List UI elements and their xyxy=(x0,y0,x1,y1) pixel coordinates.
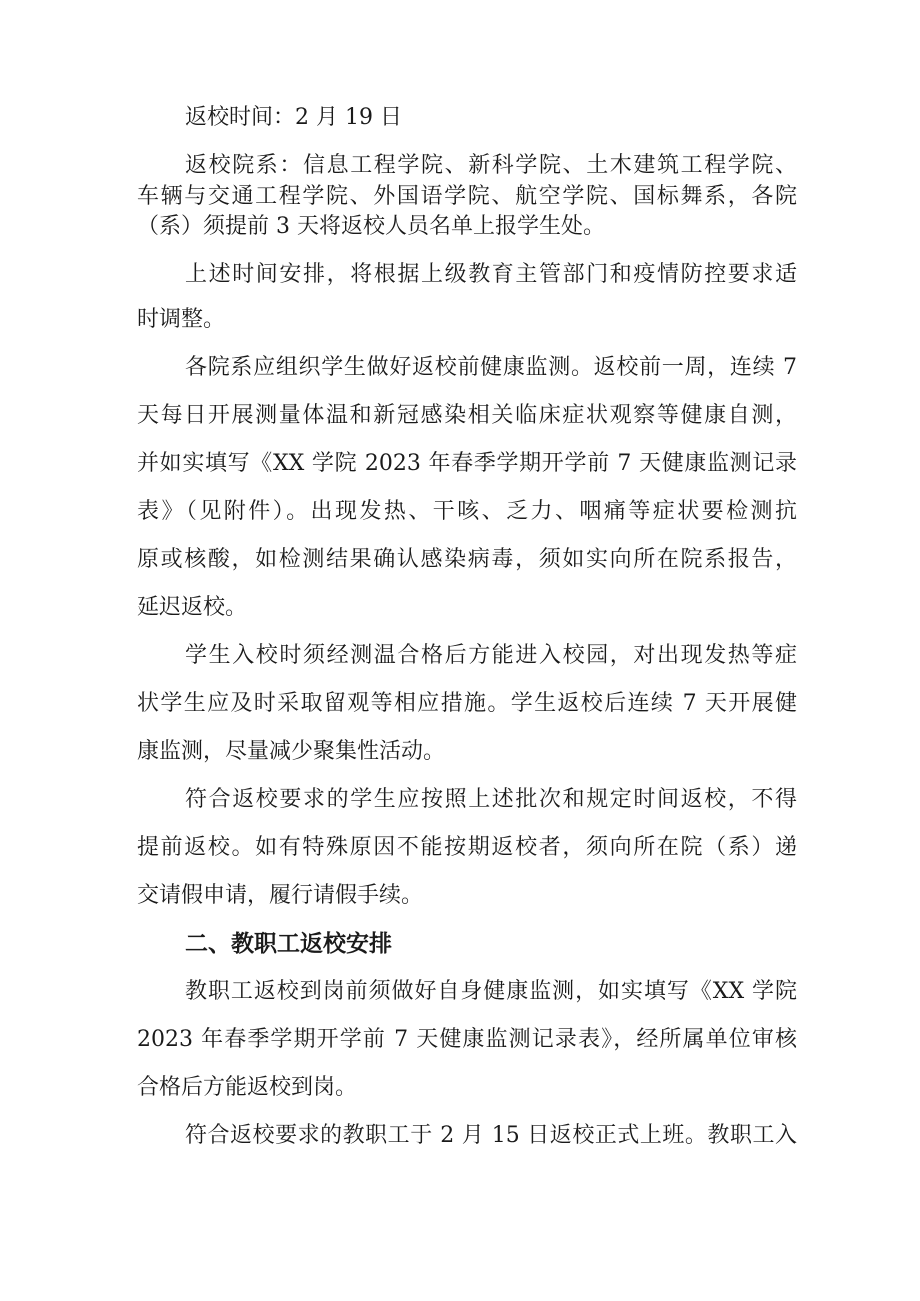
paragraph-staff-start-date-line-1: 符合返校要求的教职工于 2 月 15 日返校正式上班。教职工入 xyxy=(185,1123,797,1148)
paragraph-return-date-line-1: 返校时间：2 月 19 日 xyxy=(185,105,402,130)
paragraph-entry-check-line-1: 学生入校时须经测温合格后方能进入校园，对出现发热等症 xyxy=(185,643,797,668)
paragraph-health-monitoring-line-6: 延迟返校。 xyxy=(137,595,248,620)
paragraph-entry-check-line-3: 康监测，尽量减少聚集性活动。 xyxy=(137,739,446,764)
paragraph-health-monitoring-line-2: 天每日开展测量体温和新冠感染相关临床症状观察等健康自测， xyxy=(137,403,797,428)
paragraph-leave-request-line-2: 提前返校。如有特殊原因不能按期返校者，须向所在院（系）递 xyxy=(137,835,797,860)
paragraph-departments-line-3: （系）须提前 3 天将返校人员名单上报学生处。 xyxy=(137,214,605,239)
paragraph-health-monitoring-line-5: 原或核酸，如检测结果确认感染病毒，须如实向所在院系报告， xyxy=(137,547,797,572)
paragraph-schedule-note-line-2: 时调整。 xyxy=(137,307,226,332)
paragraph-leave-request-line-3: 交请假申请，履行请假手续。 xyxy=(137,883,424,908)
paragraph-leave-request-line-1: 符合返校要求的学生应按照上述批次和规定时间返校，不得 xyxy=(185,787,797,812)
paragraph-departments-line-2: 车辆与交通工程学院、外国语学院、航空学院、国标舞系，各院 xyxy=(137,184,797,209)
paragraph-health-monitoring-line-1: 各院系应组织学生做好返校前健康监测。返校前一周，连续 7 xyxy=(185,355,797,380)
paragraph-health-monitoring-line-3: 并如实填写《XX 学院 2023 年春季学期开学前 7 天健康监测记录 xyxy=(137,451,797,476)
paragraph-entry-check-line-2: 状学生应及时采取留观等相应措施。学生返校后连续 7 天开展健 xyxy=(137,691,797,716)
paragraph-schedule-note-line-1: 上述时间安排，将根据上级教育主管部门和疫情防控要求适 xyxy=(185,262,797,287)
paragraph-staff-monitoring-line-3: 合格后方能返校到岗。 xyxy=(137,1075,358,1100)
section-heading-staff-return: 二、教职工返校安排 xyxy=(185,931,392,957)
paragraph-staff-monitoring-line-1: 教职工返校到岗前须做好自身健康监测，如实填写《XX 学院 xyxy=(185,979,797,1004)
paragraph-staff-monitoring-line-2: 2023 年春季学期开学前 7 天健康监测记录表》，经所属单位审核 xyxy=(137,1027,797,1052)
paragraph-departments-line-1: 返校院系：信息工程学院、新科学院、土木建筑工程学院、 xyxy=(185,153,797,178)
paragraph-health-monitoring-line-4: 表》（见附件）。出现发热、干咳、乏力、咽痛等症状要检测抗 xyxy=(137,499,797,524)
